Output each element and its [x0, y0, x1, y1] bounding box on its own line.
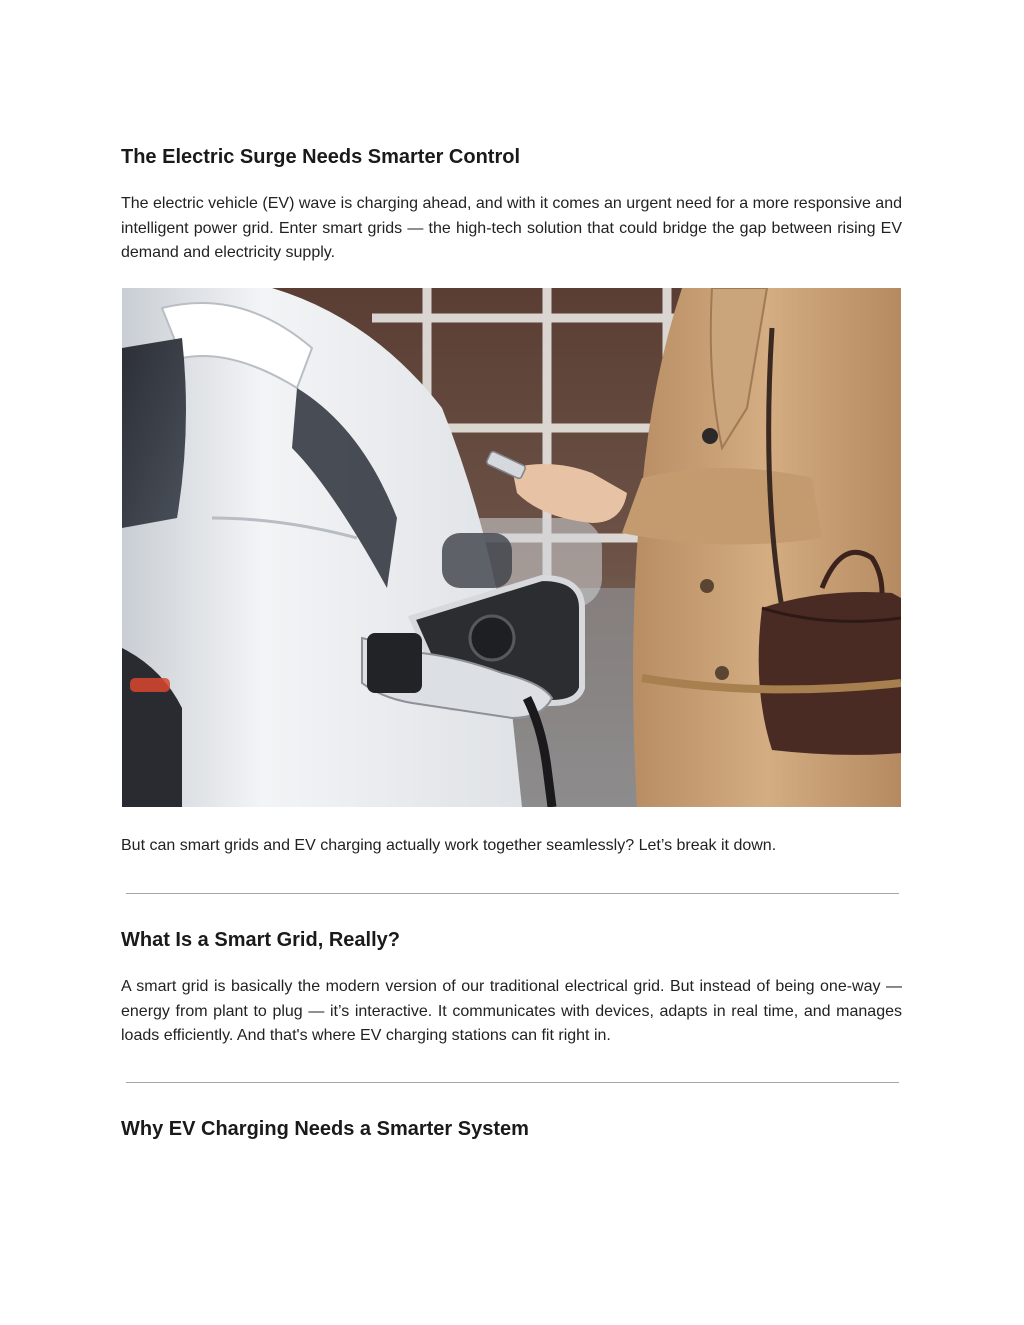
horizontal-divider	[126, 1082, 899, 1083]
caption-break-it-down: But can smart grids and EV charging actually work together seamlessly? Let’s break it down.	[121, 837, 777, 854]
ev-charging-photo	[122, 288, 901, 807]
paragraph-intro: The electric vehicle (EV) wave is charging ahead, and with it comes an urgent need for a more responsive and intelligent power grid. Enter smart grids — the high-tech solution that could bridge the gap between rising EV demand and electricity supply.	[121, 195, 902, 261]
paragraph-smart-grid: A smart grid is basically the modern version of our traditional electrical grid. But instead of being one-way — energy from plant to plug — it’s interactive. It communicates with devices, adapts in real time, and manages loads efficiently. And that's where EV charging stations can fit right in.	[121, 978, 902, 1044]
horizontal-divider	[126, 893, 899, 894]
heading-what-is-smart-grid: What Is a Smart Grid, Really?	[121, 929, 400, 951]
heading-electric-surge: The Electric Surge Needs Smarter Control	[121, 146, 521, 168]
heading-why-ev-charging: Why EV Charging Needs a Smarter System	[121, 1118, 529, 1140]
